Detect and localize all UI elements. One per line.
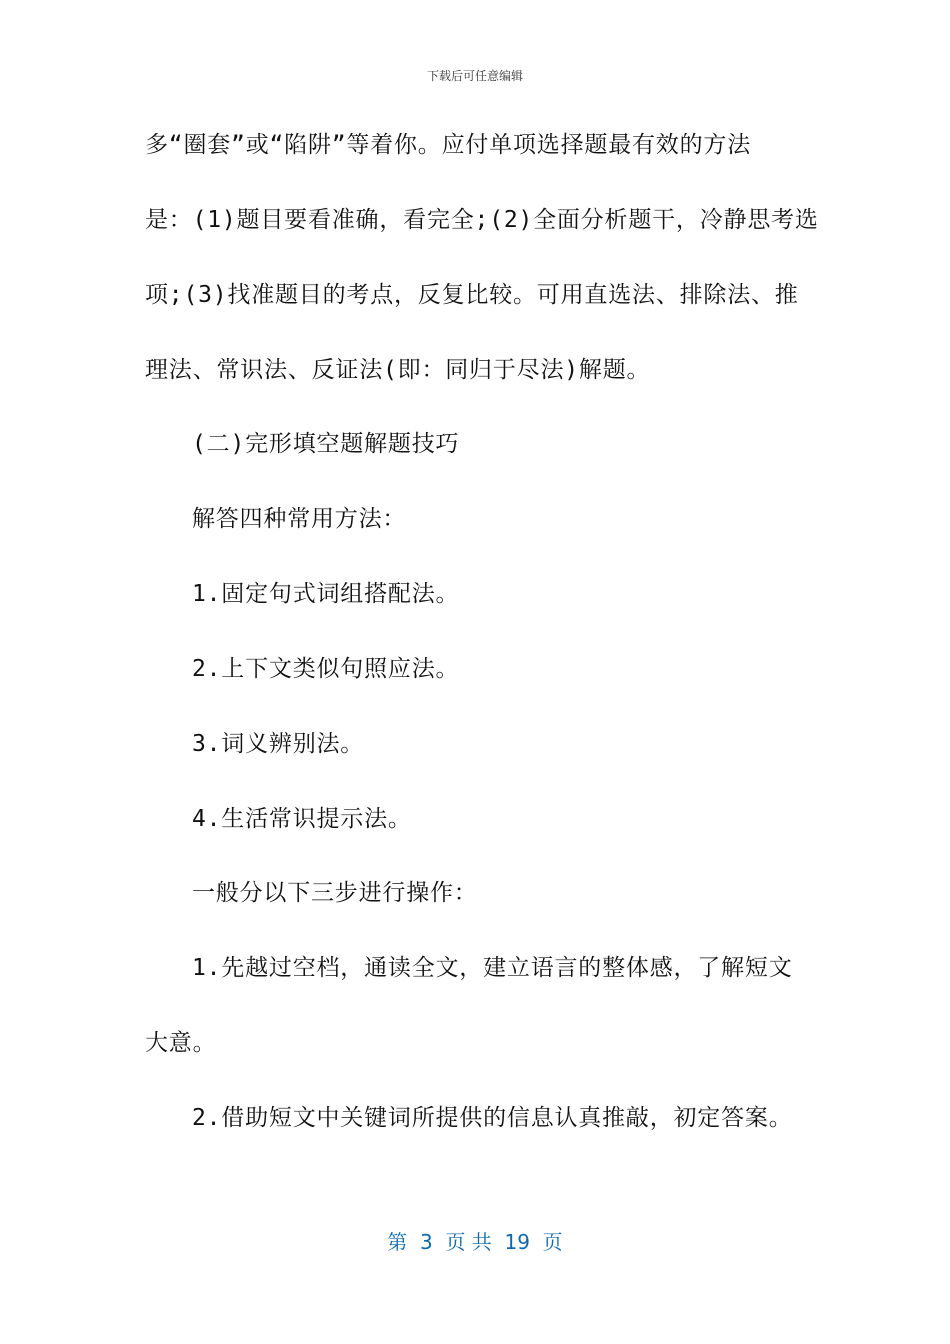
list-item: 2.借助短文中关键词所提供的信息认真推敲，初定答案。 <box>192 1105 793 1131</box>
paragraph-line: 大意。 <box>145 1030 217 1056</box>
paragraph-line: 一般分以下三步进行操作： <box>192 880 478 906</box>
page-number: 第 3 页 共 19 页 <box>387 1230 563 1254</box>
paragraph-line: 多“圈套”或“陷阱”等着你。应付单项选择题最有效的方法 <box>145 132 751 158</box>
list-item: 2.上下文类似句照应法。 <box>192 656 460 682</box>
paragraph-line: 是：(1)题目要看准确，看完全;(2)全面分析题干，冷静思考选 <box>145 207 819 233</box>
paragraph-line: 理法、常识法、反证法(即：同归于尽法)解题。 <box>145 357 651 383</box>
section-heading: (二)完形填空题解题技巧 <box>192 431 460 457</box>
paragraph-line: 项;(3)找准题目的考点，反复比较。可用直选法、排除法、推 <box>145 282 799 308</box>
paragraph-line: 解答四种常用方法： <box>192 506 407 532</box>
list-item: 1.固定句式词组搭配法。 <box>192 581 460 607</box>
list-item: 4.生活常识提示法。 <box>192 806 412 832</box>
header-note: 下载后可任意编辑 <box>426 69 523 83</box>
list-item: 1.先越过空档，通读全文，建立语言的整体感，了解短文 <box>192 955 793 981</box>
list-item: 3.词义辨别法。 <box>192 731 365 757</box>
